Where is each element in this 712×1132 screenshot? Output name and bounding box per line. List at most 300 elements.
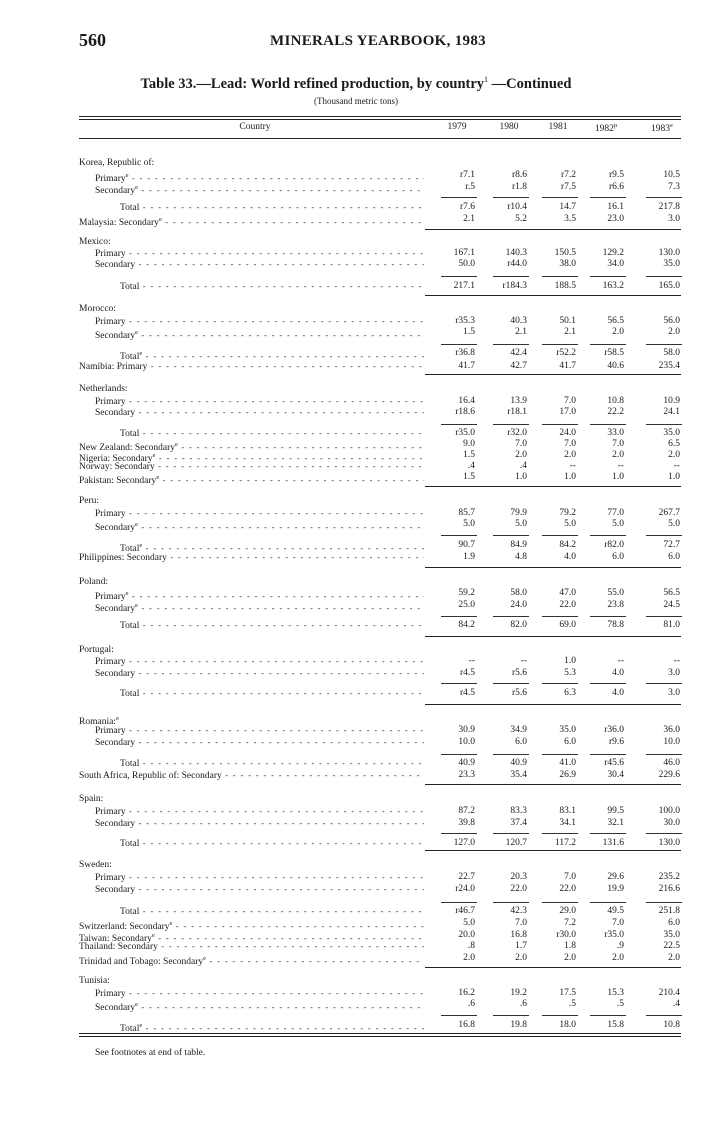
sum-rule xyxy=(441,1015,477,1016)
row-label xyxy=(79,860,424,871)
row-label-text: Total xyxy=(120,907,140,917)
sum-rule xyxy=(542,833,578,834)
row-label-text: Primary xyxy=(95,873,126,883)
row-label xyxy=(79,496,424,507)
table-cell: 41.7 xyxy=(559,361,576,371)
table-cell: 140.3 xyxy=(505,248,527,258)
sum-rule xyxy=(590,535,626,536)
row-label-text: Total xyxy=(120,839,140,849)
row-label-text: Nigeria: Secondary xyxy=(79,454,153,465)
table-cell: 3.0 xyxy=(668,688,680,698)
table-cell: 5.0 xyxy=(463,918,475,928)
table-cell: 1.5 xyxy=(463,472,475,482)
row-label-text: Trinidad and Tobago: Secondary xyxy=(79,957,204,968)
sum-rule xyxy=(493,616,529,617)
table-cell: 24.5 xyxy=(663,600,680,610)
table-cell: r8.6 xyxy=(511,170,527,180)
col-head-year: 1983 xyxy=(651,124,671,135)
row-label-text: Total xyxy=(120,759,140,769)
table-cell: 267.7 xyxy=(658,508,680,518)
row-label-footnote-mark: e xyxy=(139,1022,143,1029)
table-cell: 7.0 xyxy=(564,439,576,449)
table-row xyxy=(0,281,712,292)
table-cell: 26.9 xyxy=(559,770,576,780)
row-label xyxy=(79,794,424,805)
row-label-text: Malaysia: Secondary xyxy=(79,218,159,229)
row-label-text: Secondary xyxy=(95,885,136,895)
sum-rule xyxy=(590,616,626,617)
table-cell: 10.8 xyxy=(663,1020,680,1030)
col-head-1983 xyxy=(640,122,684,134)
table-cell: 117.2 xyxy=(554,838,576,848)
group-separator-rule xyxy=(425,374,681,375)
row-label-text: Korea, Republic of: xyxy=(79,158,155,168)
table-cell: 131.6 xyxy=(602,838,624,848)
table-row xyxy=(0,976,712,987)
row-label-footnote-mark: e xyxy=(139,542,143,549)
row-label-footnote-mark: e xyxy=(139,350,143,357)
table-cell: 188.5 xyxy=(554,281,576,291)
sum-rule xyxy=(441,902,477,903)
sum-rule xyxy=(590,344,626,345)
table-cell: 5.0 xyxy=(515,519,527,529)
row-label xyxy=(79,304,424,315)
sum-rule xyxy=(542,616,578,617)
table-title-main: Table 33.—Lead: World refined production, by country xyxy=(140,75,485,92)
row-label-text: Secondary xyxy=(95,1003,136,1014)
table-cell: 37.4 xyxy=(510,818,527,828)
group-separator-rule xyxy=(79,1033,681,1037)
table-cell: 40.9 xyxy=(458,758,475,768)
table-row xyxy=(0,737,712,748)
table-cell: r1.8 xyxy=(511,182,527,192)
table-cell: 1.0 xyxy=(612,472,624,482)
table-cell: 16.1 xyxy=(607,202,624,212)
table-cell: 10.0 xyxy=(663,737,680,747)
table-cell: 6.0 xyxy=(612,552,624,562)
table-cell: 24.0 xyxy=(559,428,576,438)
table-cell: r24.0 xyxy=(455,884,475,894)
table-cell: 34.1 xyxy=(559,818,576,828)
table-cell: 50.1 xyxy=(559,316,576,326)
table-cell: r9.6 xyxy=(608,737,624,747)
table-row xyxy=(0,872,712,883)
table-cell: 79.2 xyxy=(559,508,576,518)
table-cell: 163.2 xyxy=(602,281,624,291)
table-row xyxy=(0,988,712,999)
table-cell: r45.6 xyxy=(604,758,624,768)
table-cell: r18.6 xyxy=(455,407,475,417)
table-row xyxy=(0,396,712,407)
sum-rule xyxy=(646,616,682,617)
sum-rule xyxy=(441,276,477,277)
table-cell: 30.0 xyxy=(663,818,680,828)
table-row xyxy=(0,461,712,472)
row-label xyxy=(79,577,424,588)
table-cell: r35.3 xyxy=(455,316,475,326)
table-cell: r4.5 xyxy=(459,668,475,678)
col-head-year: 1980 xyxy=(499,122,519,132)
row-label xyxy=(95,600,424,615)
table-cell: 81.0 xyxy=(663,620,680,630)
row-label-text: Total xyxy=(120,429,140,439)
row-label xyxy=(79,976,424,987)
table-cell: 90.7 xyxy=(458,540,475,550)
footnote: See footnotes at end of table. xyxy=(95,1048,206,1058)
sum-rule xyxy=(441,833,477,834)
row-label-footnote-mark: e xyxy=(175,441,178,448)
table-row xyxy=(0,656,712,667)
group-separator-rule xyxy=(425,784,681,785)
table-cell: 6.3 xyxy=(564,688,576,698)
table-cell: 2.0 xyxy=(668,327,680,337)
sum-rule xyxy=(441,424,477,425)
sum-rule xyxy=(493,197,529,198)
row-label-text: Namibia: Primary xyxy=(79,362,148,372)
sum-rule xyxy=(493,535,529,536)
sum-rule xyxy=(542,344,578,345)
table-cell: 23.0 xyxy=(607,214,624,224)
table-cell: 9.0 xyxy=(463,439,475,449)
col-head-year: 1979 xyxy=(447,122,467,132)
sum-rule xyxy=(542,1015,578,1016)
sum-rule xyxy=(493,683,529,684)
row-label-text: Poland: xyxy=(79,577,109,587)
table-row xyxy=(0,237,712,248)
group-separator-rule xyxy=(425,229,681,230)
row-label-footnote-mark: e xyxy=(125,590,129,597)
table-cell: 38.0 xyxy=(559,259,576,269)
table-cell: r9.5 xyxy=(608,170,624,180)
table-cell: 13.9 xyxy=(510,396,527,406)
table-row xyxy=(0,304,712,315)
table-cell: 120.7 xyxy=(505,838,527,848)
sum-rule xyxy=(441,344,477,345)
sum-rule xyxy=(646,902,682,903)
table-cell: 55.0 xyxy=(607,588,624,598)
table-row xyxy=(0,327,712,342)
col-head-year: 1981 xyxy=(548,122,568,132)
table-cell: .9 xyxy=(616,941,624,951)
table-cell: 17.5 xyxy=(559,988,576,998)
table-cell: 6.0 xyxy=(564,737,576,747)
table-cell: r30.0 xyxy=(556,930,576,940)
table-cell: 22.0 xyxy=(559,600,576,610)
table-row xyxy=(0,930,712,945)
sum-rule xyxy=(493,344,529,345)
table-cell: 32.1 xyxy=(607,818,624,828)
table-cell: 18.0 xyxy=(559,1020,576,1030)
table-row xyxy=(0,999,712,1014)
table-cell: 5.2 xyxy=(515,214,527,224)
table-cell: 35.0 xyxy=(663,930,680,940)
table-row xyxy=(0,906,712,917)
table-row xyxy=(0,838,712,849)
sum-rule xyxy=(542,902,578,903)
table-cell: 229.6 xyxy=(658,770,680,780)
group-separator-rule xyxy=(425,636,681,637)
sum-rule xyxy=(441,616,477,617)
table-cell: 34.9 xyxy=(510,725,527,735)
table-cell: 7.0 xyxy=(612,918,624,928)
table-cell: r32.0 xyxy=(507,428,527,438)
table-cell: 1.0 xyxy=(668,472,680,482)
row-label-text: Norway: Secondary xyxy=(79,462,155,472)
row-label xyxy=(79,158,424,169)
table-cell: r4.5 xyxy=(459,688,475,698)
table-cell: 2.1 xyxy=(564,327,576,337)
row-label-text: Secondary xyxy=(95,186,136,197)
table-cell: 20.0 xyxy=(458,930,475,940)
table-cell: 2.0 xyxy=(463,953,475,963)
table-cell: r7.2 xyxy=(560,170,576,180)
table-cell: r52.2 xyxy=(556,348,576,358)
col-head-1980 xyxy=(487,122,531,132)
table-row xyxy=(0,182,712,197)
sum-rule xyxy=(646,276,682,277)
table-cell: 99.5 xyxy=(607,806,624,816)
table-cell: -- xyxy=(520,656,527,666)
row-label xyxy=(79,941,424,953)
col-head-1981 xyxy=(536,122,580,132)
sum-rule xyxy=(441,197,477,198)
table-cell: 22.0 xyxy=(510,884,527,894)
row-label-footnote-mark: e xyxy=(135,1001,138,1008)
table-row xyxy=(0,600,712,615)
table-cell: 39.8 xyxy=(458,818,475,828)
table-cell: 82.0 xyxy=(510,620,527,630)
table-cell: 29.6 xyxy=(607,872,624,882)
row-label-text: Philippines: Secondary xyxy=(79,553,167,563)
table-cell: 10.5 xyxy=(663,170,680,180)
table-cell: 5.0 xyxy=(463,519,475,529)
row-label xyxy=(120,758,424,770)
row-label xyxy=(95,884,424,896)
row-label-text: South Africa, Republic of: Secondary xyxy=(79,771,222,781)
row-label xyxy=(120,838,424,850)
row-label xyxy=(95,806,424,818)
table-row xyxy=(0,158,712,169)
table-row xyxy=(0,439,712,454)
table-cell: 77.0 xyxy=(607,508,624,518)
table-cell: 165.0 xyxy=(658,281,680,291)
sum-rule xyxy=(493,1015,529,1016)
table-row xyxy=(0,620,712,631)
row-label-text: Switzerland: Secondary xyxy=(79,922,170,933)
table-cell: .8 xyxy=(467,941,475,951)
row-label xyxy=(95,407,424,419)
row-label-text: Netherlands: xyxy=(79,384,128,394)
row-label-text: Total xyxy=(120,1024,140,1035)
table-cell: 7.0 xyxy=(515,439,527,449)
row-label xyxy=(95,737,424,749)
table-cell: 4.8 xyxy=(515,552,527,562)
table-cell: 2.1 xyxy=(515,327,527,337)
table-row xyxy=(0,645,712,656)
row-label-text: Tunisia: xyxy=(79,976,110,986)
row-label xyxy=(79,237,424,248)
table-cell: 16.8 xyxy=(458,1020,475,1030)
table-cell: r5.6 xyxy=(511,688,527,698)
table-cell: 130.0 xyxy=(658,838,680,848)
table-cell: r.5 xyxy=(465,182,475,192)
table-row xyxy=(0,496,712,507)
sum-rule xyxy=(542,754,578,755)
table-cell: 1.5 xyxy=(463,327,475,337)
table-row xyxy=(0,202,712,213)
row-label-text: Total xyxy=(120,203,140,213)
row-label-text: Secondary xyxy=(95,331,136,342)
table-cell: 216.6 xyxy=(658,884,680,894)
sum-rule xyxy=(646,535,682,536)
row-label-text: Secondary xyxy=(95,738,136,748)
header-top-rule xyxy=(79,116,681,120)
table-row xyxy=(0,348,712,363)
group-separator-rule xyxy=(425,967,681,968)
row-label-text: Total xyxy=(120,621,140,631)
table-cell: 10.8 xyxy=(607,396,624,406)
row-label-text: Peru: xyxy=(79,496,100,506)
row-label-footnote-mark: e xyxy=(169,920,173,927)
table-cell: 2.0 xyxy=(515,450,527,460)
table-title-suffix: —Continued xyxy=(488,75,572,92)
row-label-text: Mexico: xyxy=(79,237,111,247)
table-row xyxy=(0,428,712,439)
table-cell: 7.0 xyxy=(564,872,576,882)
row-label xyxy=(120,906,424,918)
table-cell: -- xyxy=(468,656,475,666)
table-cell: 50.0 xyxy=(458,259,475,269)
sum-rule xyxy=(590,902,626,903)
table-cell: -- xyxy=(569,461,576,471)
table-cell: 16.2 xyxy=(458,988,475,998)
sum-rule xyxy=(542,276,578,277)
row-label xyxy=(120,620,424,632)
row-label xyxy=(79,361,424,373)
running-header: MINERALS YEARBOOK, 1983 xyxy=(270,33,486,49)
table-row xyxy=(0,794,712,805)
table-cell: 35.0 xyxy=(559,725,576,735)
sum-rule xyxy=(646,344,682,345)
table-cell: 217.1 xyxy=(453,281,475,291)
row-label-text: Secondary xyxy=(95,669,136,679)
table-cell: 1.0 xyxy=(564,656,576,666)
sum-rule xyxy=(590,197,626,198)
table-cell: r35.0 xyxy=(604,930,624,940)
table-cell: 10.0 xyxy=(458,737,475,747)
sum-rule xyxy=(590,683,626,684)
table-cell: 72.7 xyxy=(663,540,680,550)
table-cell: r82.0 xyxy=(604,540,624,550)
table-row xyxy=(0,540,712,555)
table-cell: 83.3 xyxy=(510,806,527,816)
table-cell: 6.0 xyxy=(668,552,680,562)
table-cell: 20.3 xyxy=(510,872,527,882)
row-label xyxy=(95,519,424,534)
sum-rule xyxy=(542,683,578,684)
row-label-text: Primary xyxy=(95,726,126,736)
table-cell: 15.8 xyxy=(607,1020,624,1030)
table-row xyxy=(0,941,712,952)
table-cell: r36.8 xyxy=(455,348,475,358)
table-cell: 1.7 xyxy=(515,941,527,951)
row-label-text: Pakistan: Secondary xyxy=(79,476,157,487)
sum-rule xyxy=(590,424,626,425)
row-label-text: Secondary xyxy=(95,523,136,534)
table-cell: 5.3 xyxy=(564,668,576,678)
table-cell: 41.0 xyxy=(559,758,576,768)
table-cell: 4.0 xyxy=(564,552,576,562)
row-label xyxy=(95,725,424,737)
row-label-text: Primary xyxy=(95,174,126,185)
table-cell: 30.4 xyxy=(607,770,624,780)
row-label-text: Romania: xyxy=(79,717,116,728)
table-cell: 84.2 xyxy=(458,620,475,630)
table-cell: 130.0 xyxy=(658,248,680,258)
table-cell: 6.0 xyxy=(515,737,527,747)
table-cell: 5.0 xyxy=(564,519,576,529)
row-label xyxy=(79,953,424,968)
group-separator-rule xyxy=(425,295,681,296)
row-label-text: Morocco: xyxy=(79,304,116,314)
table-cell: 1.5 xyxy=(463,450,475,460)
table-cell: 58.0 xyxy=(510,588,527,598)
sum-rule xyxy=(646,754,682,755)
table-row xyxy=(0,577,712,588)
table-row xyxy=(0,214,712,229)
table-cell: r184.3 xyxy=(502,281,527,291)
row-label-footnote-mark: e xyxy=(125,172,129,179)
row-label-text: Primary xyxy=(95,509,126,519)
row-label-footnote-mark: e xyxy=(152,452,156,459)
table-cell: 49.5 xyxy=(607,906,624,916)
table-cell: .6 xyxy=(519,999,527,1009)
table-cell: 59.2 xyxy=(458,588,475,598)
col-head-country: Country xyxy=(239,122,271,132)
table-row xyxy=(0,588,712,603)
table-cell: 2.0 xyxy=(612,327,624,337)
page-number: 560 xyxy=(79,30,106,50)
table-cell: 22.5 xyxy=(663,941,680,951)
table-cell: 41.7 xyxy=(458,361,475,371)
table-cell: 22.2 xyxy=(607,407,624,417)
table-cell: 4.0 xyxy=(612,668,624,678)
row-label xyxy=(79,384,424,395)
sum-rule xyxy=(590,754,626,755)
row-label xyxy=(79,770,424,782)
header-bottom-rule xyxy=(79,138,681,139)
table-cell: 2.0 xyxy=(612,450,624,460)
table-cell: 5.0 xyxy=(668,519,680,529)
row-label-text: Secondary xyxy=(95,604,136,615)
table-cell: 56.0 xyxy=(663,316,680,326)
table-row xyxy=(0,884,712,895)
table-cell: .6 xyxy=(467,999,475,1009)
sum-rule xyxy=(542,424,578,425)
table-cell: 56.5 xyxy=(663,588,680,598)
table-cell: 217.8 xyxy=(658,202,680,212)
table-row xyxy=(0,713,712,728)
table-cell: 40.6 xyxy=(607,361,624,371)
table-cell: 36.0 xyxy=(663,725,680,735)
table-cell: 85.7 xyxy=(458,508,475,518)
row-label xyxy=(79,645,424,656)
row-label-text: Primary xyxy=(95,807,126,817)
table-row xyxy=(0,407,712,418)
table-cell: 10.9 xyxy=(663,396,680,406)
row-label-footnote-mark: e xyxy=(135,184,138,191)
row-label-text: Primary xyxy=(95,317,126,327)
